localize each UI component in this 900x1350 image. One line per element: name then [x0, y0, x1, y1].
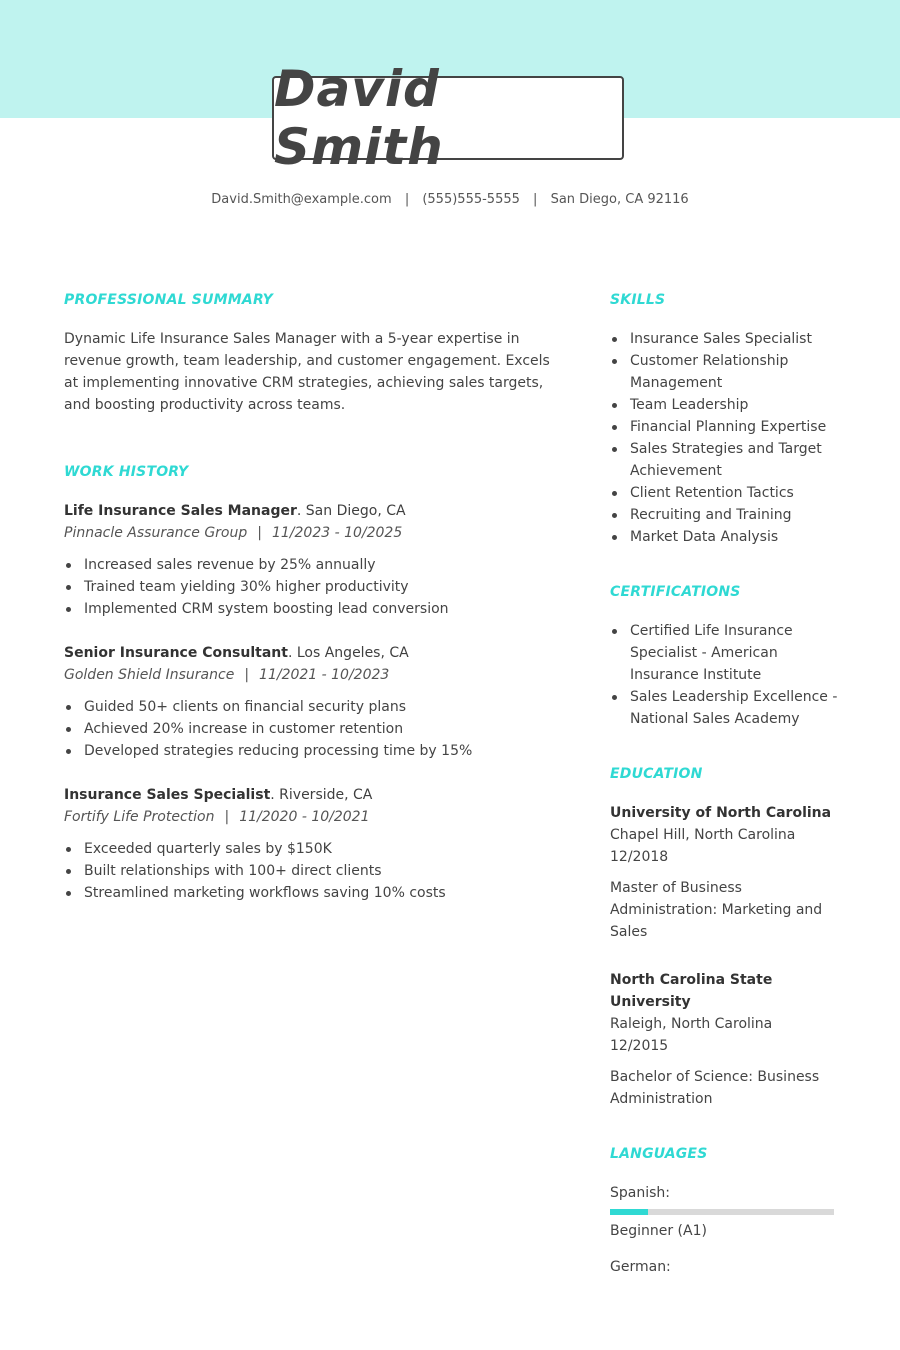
job-bullets	[64, 696, 564, 762]
work-history-heading: WORK HISTORY	[64, 464, 189, 480]
job-location: . San Diego, CA	[296, 503, 406, 519]
job-location: . Riverside, CA	[270, 787, 373, 803]
job-bullet: Increased sales revenue by 25% annually	[64, 554, 564, 576]
skills-section	[610, 292, 840, 548]
languages-section	[610, 1146, 840, 1278]
job-entry	[64, 500, 564, 620]
skill-item: Customer Relationship Management	[610, 350, 840, 394]
job-entry	[64, 642, 564, 762]
skill-item: Recruiting and Training	[610, 504, 840, 526]
skills-list	[610, 328, 840, 548]
education-section	[610, 766, 840, 1110]
job-company-line	[64, 522, 564, 544]
summary-heading: PROFESSIONAL SUMMARY	[64, 292, 273, 308]
certifications-heading: CERTIFICATIONS	[610, 584, 741, 600]
skill-item: Insurance Sales Specialist	[610, 328, 840, 350]
skill-item: Client Retention Tactics	[610, 482, 840, 504]
education-entry	[610, 802, 840, 943]
job-bullets	[64, 554, 564, 620]
language-level: Beginner (A1)	[610, 1223, 707, 1239]
job-bullet: Achieved 20% increase in customer retention	[64, 718, 564, 740]
education-degree: Bachelor of Science: Business Administration	[610, 1069, 820, 1107]
language-entry	[610, 1256, 840, 1278]
job-company: Golden Shield Insurance	[64, 667, 235, 683]
language-name: Spanish:	[610, 1185, 670, 1201]
job-separator: |	[257, 525, 262, 541]
certifications-section	[610, 584, 840, 730]
summary-text: Dynamic Life Insurance Sales Manager with a 5-year expertise in revenue growth, team leadership, and customer engagement. Excels at implementing innovative CRM strategies, achieving sales targets, and boosting productivity across teams.	[64, 331, 550, 413]
contact-line	[0, 192, 900, 207]
skill-item: Sales Strategies and Target Achievement	[610, 438, 840, 482]
job-bullets	[64, 838, 564, 904]
contact-location: San Diego, CA 92116	[550, 192, 689, 207]
job-header	[64, 642, 564, 664]
job-company-line	[64, 664, 564, 686]
education-heading: EDUCATION	[610, 766, 703, 782]
job-entry	[64, 784, 564, 904]
job-bullet: Built relationships with 100+ direct clients	[64, 860, 564, 882]
language-name: German:	[610, 1259, 671, 1275]
job-title: Life Insurance Sales Manager	[64, 503, 297, 519]
skill-item: Financial Planning Expertise	[610, 416, 840, 438]
education-school: University of North Carolina	[610, 805, 832, 821]
education-degree: Master of Business Administration: Marketing and Sales	[610, 880, 823, 940]
job-bullet: Streamlined marketing workflows saving 10% costs	[64, 882, 564, 904]
certifications-list	[610, 620, 840, 730]
skills-heading: SKILLS	[610, 292, 666, 308]
certification-item: Certified Life Insurance Specialist - American Insurance Institute	[610, 620, 840, 686]
education-entry	[610, 969, 840, 1110]
job-location: . Los Angeles, CA	[287, 645, 409, 661]
job-dates: 11/2020 - 10/2021	[239, 809, 370, 825]
name-box	[272, 60, 624, 176]
job-dates: 11/2023 - 10/2025	[271, 525, 403, 541]
skill-item: Market Data Analysis	[610, 526, 840, 548]
skill-item: Team Leadership	[610, 394, 840, 416]
education-date: 12/2015	[610, 1038, 669, 1054]
job-title: Senior Insurance Consultant	[64, 645, 288, 661]
job-company: Fortify Life Protection	[64, 809, 215, 825]
job-company-line	[64, 806, 564, 828]
contact-phone: (555)555-5555	[422, 192, 520, 207]
job-title: Insurance Sales Specialist	[64, 787, 271, 803]
education-school: North Carolina State University	[610, 972, 773, 1010]
education-date: 12/2018	[610, 849, 669, 865]
certification-item: Sales Leadership Excellence - National Sales Academy	[610, 686, 840, 730]
job-separator: |	[224, 809, 230, 825]
language-proficiency-bar	[610, 1209, 834, 1215]
job-bullet: Developed strategies reducing processing time by 15%	[64, 740, 564, 762]
job-header	[64, 784, 564, 806]
education-location: Chapel Hill, North Carolina	[610, 827, 796, 843]
language-proficiency-fill	[610, 1209, 648, 1215]
job-bullet: Exceeded quarterly sales by $150K	[64, 838, 564, 860]
left-column	[64, 292, 564, 926]
contact-separator: |	[404, 192, 410, 207]
contact-email: David.Smith@example.com	[211, 192, 392, 207]
candidate-name: David Smith	[274, 60, 444, 176]
contact-separator: |	[533, 192, 538, 207]
right-column	[610, 292, 840, 1314]
job-bullet: Guided 50+ clients on financial security plans	[64, 696, 564, 718]
language-entry	[610, 1182, 840, 1242]
job-header	[64, 500, 564, 522]
education-location: Raleigh, North Carolina	[610, 1016, 773, 1032]
job-separator: |	[244, 667, 250, 683]
job-bullet: Trained team yielding 30% higher productivity	[64, 576, 564, 598]
languages-heading: LANGUAGES	[610, 1146, 708, 1162]
job-company: Pinnacle Assurance Group	[64, 525, 248, 541]
job-bullet: Implemented CRM system boosting lead conversion	[64, 598, 564, 620]
job-dates: 11/2021 - 10/2023	[259, 667, 390, 683]
